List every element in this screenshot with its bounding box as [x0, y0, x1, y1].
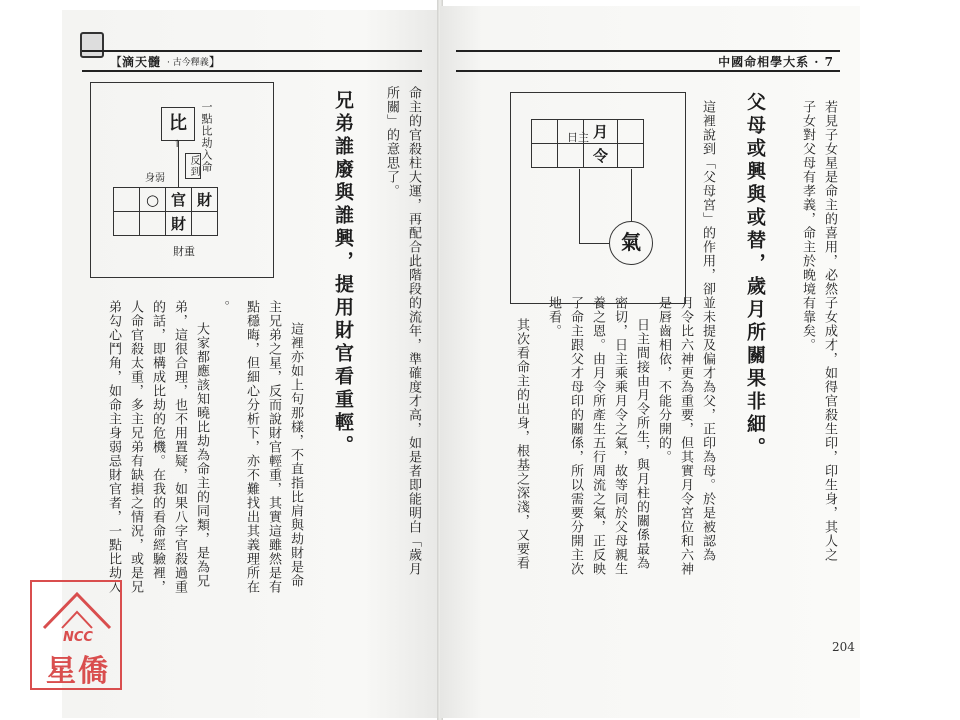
page-number: 204	[832, 640, 855, 654]
grid-cell	[114, 188, 140, 212]
text-column: 弟，這很合理，也不用置疑，如果八字官殺過重	[172, 300, 187, 594]
grid-cell	[192, 212, 218, 236]
text-column: 大家都應該知曉比劫為命主的同類，是為兄	[194, 322, 209, 588]
left-header-title: 滴天髓	[122, 54, 162, 69]
right-diagram-grid	[531, 119, 644, 168]
stamp-chinese-text: 星僑	[46, 654, 110, 689]
grid-cell	[558, 120, 584, 144]
text-column: 地看。	[546, 296, 561, 338]
text-column: 命主的官殺柱大運，再配合此階段的流年，準確度才高，如是者即能明白「歲月	[406, 86, 421, 576]
publisher-stamp	[30, 580, 122, 690]
grid-cell-circle: ○	[140, 188, 166, 212]
left-header-subtitle: · 古今釋義	[167, 57, 209, 68]
text-column: 這裡亦如上句那樣，不直指比肩與劫財是命	[288, 322, 303, 588]
text-column: 所關」的意思了。	[384, 86, 399, 198]
grid-cell	[532, 120, 558, 144]
text-column: 這裡說到「父母宮」的作用，卻並未提及偏才為父，正印為母。於是被認為	[700, 100, 715, 562]
text-column: 密切，日主乘乘月令之氣，故等同於父母親生	[612, 296, 627, 576]
diagram-bottom-label: 財重	[173, 245, 195, 258]
text-column: 子女對父母有孝義，命主於晚境有靠矣。	[800, 100, 815, 352]
grid-cell	[618, 120, 644, 144]
diagram-top-cell: 比	[161, 107, 195, 141]
diagram-weak-label: 身弱	[145, 173, 165, 184]
day-master-arrow-line	[579, 169, 580, 243]
roof-logo-icon	[42, 590, 112, 630]
grid-cell	[532, 144, 558, 168]
grid-cell-cai: 財	[166, 212, 192, 236]
grid-cell	[618, 144, 644, 168]
diagram-side-label: 一點比劫入命	[200, 101, 213, 173]
text-column: 。	[214, 300, 229, 314]
text-column: 弟勾心鬥角，如命主身弱忌財官者，一點比劫入	[106, 300, 121, 594]
grid-cell-ling: 令	[584, 144, 618, 168]
diagram-arrow-label: 反到	[185, 153, 201, 179]
diagram-day-master-label: 日主	[567, 131, 589, 144]
grid-cell-cai: 財	[192, 188, 218, 212]
grid-cell	[114, 212, 140, 236]
section-heading: 兄弟誰廢與誰興，提用財官看重輕。	[332, 90, 354, 458]
grid-cell	[558, 144, 584, 168]
text-column: 若見子女星是命主的喜用，必然子女成才，如得官殺生印，印生身，其人之	[822, 100, 837, 562]
left-diagram	[90, 82, 274, 278]
grid-cell-yue: 月	[584, 120, 618, 144]
left-page-header: 【 滴天髓 · 古今釋義 】	[82, 50, 422, 72]
text-column: 月令比六神更為重要，但其實月令宮位和六神	[678, 296, 693, 576]
text-column: 日主間接由月令所生，與月柱的關係最為	[634, 318, 649, 570]
text-column: 人命官殺太重，多主兄弟有缺損之情況，或是兄	[128, 300, 143, 594]
day-master-arrow-line-h	[579, 243, 609, 244]
left-diagram-grid	[113, 187, 218, 236]
section-heading: 父母或興與或替，歲月所關果非細。	[744, 92, 766, 460]
text-column: 主兄弟之星，反而說財官輕重，其實這雖然是有	[266, 300, 281, 594]
stamp-english-text: NCC	[63, 630, 93, 645]
text-column: 是唇齒相依，不能分開的。	[656, 296, 671, 464]
right-page	[440, 6, 860, 718]
month-arrow-line	[631, 169, 632, 221]
qi-circle: 氣	[609, 221, 653, 265]
text-column: 點穩晦，但細心分析下，亦不難找出其義理所在	[244, 300, 259, 594]
text-column: 其次看命主的出身，根基之深淺，又要看	[514, 318, 529, 570]
grid-cell	[140, 212, 166, 236]
right-diagram	[510, 92, 686, 304]
grid-cell-guan: 官	[166, 188, 192, 212]
right-header-title: 中國命相學大系 · 7	[718, 54, 834, 69]
text-column: 了命主跟父才母印的關係，所以需要分開主次	[568, 296, 583, 576]
text-column: 的話，即構成比劫的危機。在我的看命經驗裡，	[150, 300, 165, 594]
right-page-header	[456, 50, 840, 72]
text-column: 養之恩。由月令所產生五行周流之氣，正反映	[590, 296, 605, 576]
arrow-head-icon: ↑	[173, 139, 182, 150]
